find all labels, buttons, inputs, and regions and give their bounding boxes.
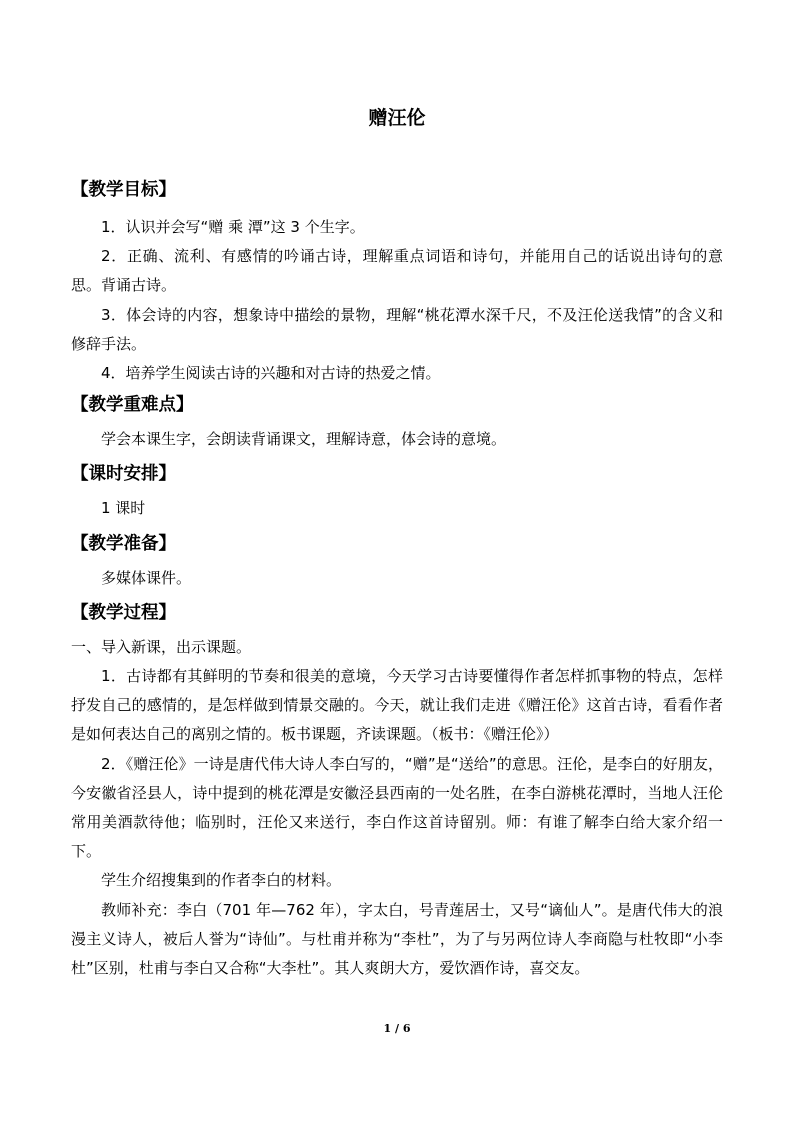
process-paragraph-2: 2．《赠汪伦》一诗是唐代伟大诗人李白写的，“赠”是“送给”的意思。汪伦，是李白的好朋友，今安徽省泾县人，诗中提到的桃花潭是安徽泾县西南的一处名胜，在李白游桃花潭时，当地人汪伦常用美酒款待他；临别时，汪伦又来送行，李白作这首诗留别。师：有谁了解李白给大家介绍一下。 — [71, 754, 723, 861]
section-heading-preparation: 【教学准备】 — [71, 533, 176, 554]
process-step-title: 一、导入新课，出示课题。 — [71, 637, 252, 656]
process-paragraph-1: 1．古诗都有其鲜明的节奏和很美的意境，今天学习古诗要懂得作者怎样抓事物的特点，怎样抒发自己的感情的，是怎样做到情景交融的。今天，就让我们走进《赠汪伦》这首古诗，看看作者是如何表达自己的离别之情的。板书课题，齐读课题。（板书：《赠汪伦》） — [71, 667, 723, 744]
section-heading-process: 【教学过程】 — [71, 602, 176, 623]
section-heading-goals: 【教学目标】 — [71, 180, 176, 200]
process-paragraph-3: 学生介绍搜集到的作者李白的材料。 — [101, 871, 342, 890]
goal-item-4: 4．培养学生阅读古诗的兴趣和对古诗的热爱之情。 — [101, 364, 441, 383]
page-number: 1 / 6 — [383, 1022, 411, 1035]
goal-item-1: 1．认识并会写“赠 乘 潭”这 3 个生字。 — [101, 218, 365, 236]
preparation-text: 多媒体课件。 — [101, 568, 192, 587]
section-heading-schedule: 【课时安排】 — [71, 464, 176, 485]
document-title: 赠汪伦 — [368, 107, 426, 129]
goal-item-2: 2．正确、流利、有感情的吟诵古诗，理解重点词语和诗句，并能用自己的话说出诗句的意思。背诵古诗。 — [71, 247, 723, 295]
process-paragraph-4: 教师补充：李白（701 年—762 年），字太白，号青莲居士，又号“谪仙人”。是唐代伟大的浪漫主义诗人，被后人誉为“诗仙”。与杜甫并称为“李杜”，为了与另两位诗人李商隐与杜牧即“小李杜”区别，杜甫与李白又合称“大李杜”。其人爽朗大方，爱饮酒作诗，喜交友。 — [71, 900, 723, 978]
document-body — [71, 173, 723, 983]
goal-item-3: 3．体会诗的内容，想象诗中描绘的景物，理解“桃花潭水深千尺，不及汪伦送我情”的含义和修辞手法。 — [71, 305, 723, 353]
schedule-text: 1 课时 — [101, 499, 146, 518]
section-heading-key-points: 【教学重难点】 — [71, 395, 194, 416]
key-points-text: 学会本课生字，会朗读背诵课文，理解诗意，体会诗的意境。 — [101, 430, 507, 449]
